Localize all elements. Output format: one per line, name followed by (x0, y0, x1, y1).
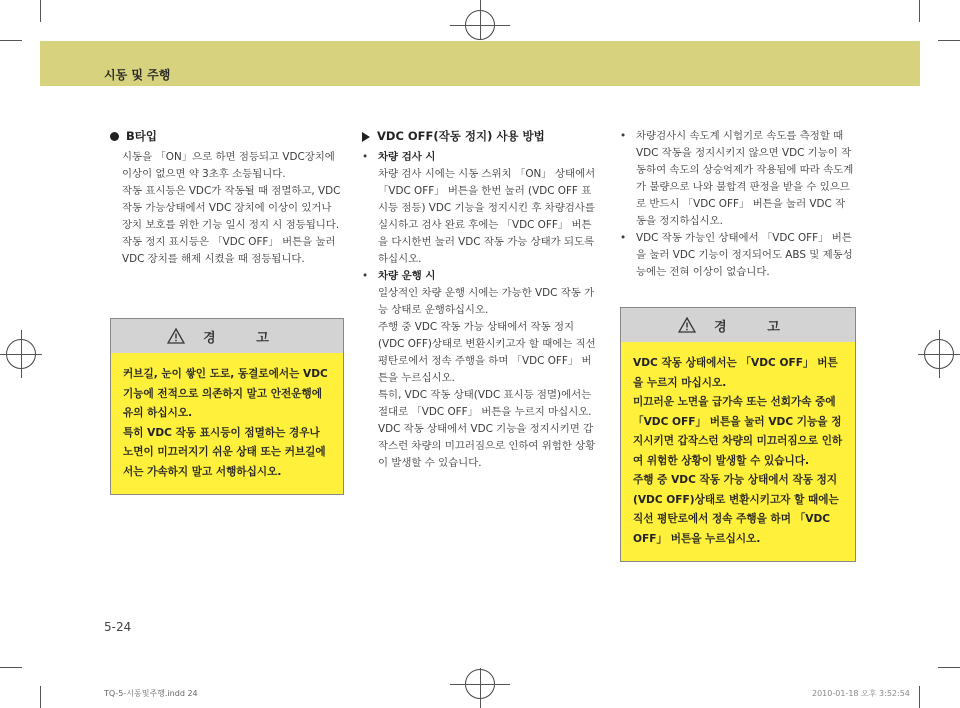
list-item-text: VDC 작동 상태에서 VDC 기능을 정지시키면 갑작스런 차량의 미끄러짐으로 인하여 위험한 상황이 발생할 수 있습니다. (378, 423, 596, 469)
list-item (362, 268, 600, 472)
registration-mark (21, 330, 22, 378)
col1-paragraph: 작동 표시등은 VDC가 작동될 때 점멸하고, VDC 작동 가능상태에서 VDC 장치에 이상이 있거나 장치 보호를 위한 기능 일시 정지 시 점등됩니다. (122, 185, 341, 231)
header-band (40, 41, 920, 86)
warning-text: 미끄러운 노면을 급가속 또는 선회가속 중에 「VDC OFF」 버튼을 눌러 VDC 기능을 정지시키면 갑작스런 차량의 미끄러짐으로 인하여 위험한 상황이 발생할 수 있습니다. (633, 396, 843, 467)
warning-title: 경 고 (203, 330, 287, 346)
crop-mark (919, 0, 920, 22)
crop-mark (938, 40, 960, 41)
list-bullet: • (620, 232, 627, 244)
list-item-title: 차량 운행 시 (378, 270, 436, 282)
file-info: TQ-5-시동및주행.indd 24 (104, 689, 198, 698)
crop-mark (40, 0, 41, 22)
column-1 (110, 128, 342, 268)
page-number: 5-24 (104, 620, 132, 634)
crop-mark (919, 686, 920, 708)
list-item-text: 차량 검사 시에는 시동 스위치 「ON」 상태에서 「VDC OFF」 버튼을 한번 눌러 (VDC OFF 표시등 점등) VDC 기능을 정지시킨 후 차량검사를 실시하고 검사 완료 후에는 「VDC OFF」 버튼을 다시한번 눌러 VDC 작동 가능 상태가 되도록 하십시오. (378, 168, 596, 265)
warning-text: VDC 작동 상태에서는 「VDC OFF」 버튼을 누르지 마십시오. (633, 357, 838, 389)
crop-mark (0, 667, 22, 668)
column-3 (620, 128, 854, 281)
registration-mark (939, 330, 940, 378)
column-2 (362, 128, 600, 472)
list-item-text: 특히, VDC 작동 상태(VDC 표시등 점멸)에서는 절대로 「VDC OFF」 버튼을 누르지 마십시오. (378, 389, 592, 418)
arrow-right-icon (362, 132, 370, 142)
list-bullet: • (362, 151, 369, 163)
col1-heading (110, 128, 342, 145)
col1-heading-text: B타입 (126, 129, 157, 143)
warning-box-1 (110, 318, 344, 495)
col1-paragraph: 작동 정지 표시등은 「VDC OFF」 버튼을 눌러 VDC 장치를 해제 시켰을 때 점등됩니다. (122, 236, 336, 265)
print-timestamp: 2010-01-18 오후 3:52:54 (812, 689, 910, 698)
crop-mark (40, 686, 41, 708)
list-item-text: VDC 작동 가능인 상태에서 「VDC OFF」 버튼을 눌러 VDC 기능이 정지되어도 ABS 및 제동성능에는 전혀 이상이 없습니다. (636, 232, 853, 278)
col1-paragraph: 시동을 「ON」으로 하면 점등되고 VDC장치에 이상이 없으면 약 3초후 소등됩니다. (122, 151, 335, 180)
list-bullet: • (362, 270, 369, 282)
registration-mark (480, 668, 481, 708)
warning-text: 주행 중 VDC 작동 가능 상태에서 작동 정지(VDC OFF)상태로 변환시키고자 할 때에는 직선 평탄로에서 정속 주행을 하며 「VDC OFF」 버튼을 누르십시오. (633, 474, 839, 545)
list-item-text: 차량검사시 속도계 시험기로 속도를 측정할 때 VDC 작동을 정지시키지 않으면 VDC 기능이 작동하여 속도의 상승억제가 작용됨에 따라 속도계가 불량으로 나와 불합격 판정을 받을 수 있으므로 반드시 「VDC OFF」 버튼을 눌러 VDC 작동을 정지하십시오. (636, 130, 854, 227)
list-bullet: • (620, 130, 627, 142)
list-item-text: 주행 중 VDC 작동 가능 상태에서 작동 정지(VDC OFF)상태로 변환시키고자 할 때에는 직선 평탄로에서 정속 주행을 하며 「VDC OFF」 버튼을 누르십시오. (378, 321, 596, 384)
warning-box-2 (620, 307, 856, 562)
warning-triangle-icon (167, 328, 185, 344)
warning-text: 커브길, 눈이 쌓인 도로, 동결로에서는 VDC 기능에 전적으로 의존하지 말고 안전운행에 유의 하십시오. (123, 368, 328, 419)
list-item (620, 128, 854, 230)
list-item (362, 149, 600, 268)
warning-text: 특히 VDC 작동 표시등이 점멸하는 경우나 노면이 미끄러지기 쉬운 상태 또는 커브길에서는 가속하지 말고 서행하십시오. (123, 426, 326, 478)
list-item (620, 230, 854, 281)
col2-heading-text: VDC OFF(작동 정지) 사용 방법 (377, 129, 545, 143)
crop-mark (0, 40, 22, 41)
list-item-title: 차량 검사 시 (378, 151, 436, 163)
registration-mark (480, 0, 481, 40)
warning-header (621, 308, 855, 342)
warning-body (621, 342, 855, 561)
warning-triangle-icon (678, 317, 696, 333)
warning-body (111, 353, 343, 494)
bullet-circle-icon (110, 132, 119, 141)
section-title: 시동 및 주행 (104, 68, 171, 82)
warning-title: 경 고 (714, 319, 798, 335)
warning-header (111, 319, 343, 353)
col2-heading (362, 128, 600, 145)
list-item-text: 일상적인 차량 운행 시에는 가능한 VDC 작동 가능 상태로 운행하십시오. (378, 287, 595, 316)
crop-mark (938, 667, 960, 668)
